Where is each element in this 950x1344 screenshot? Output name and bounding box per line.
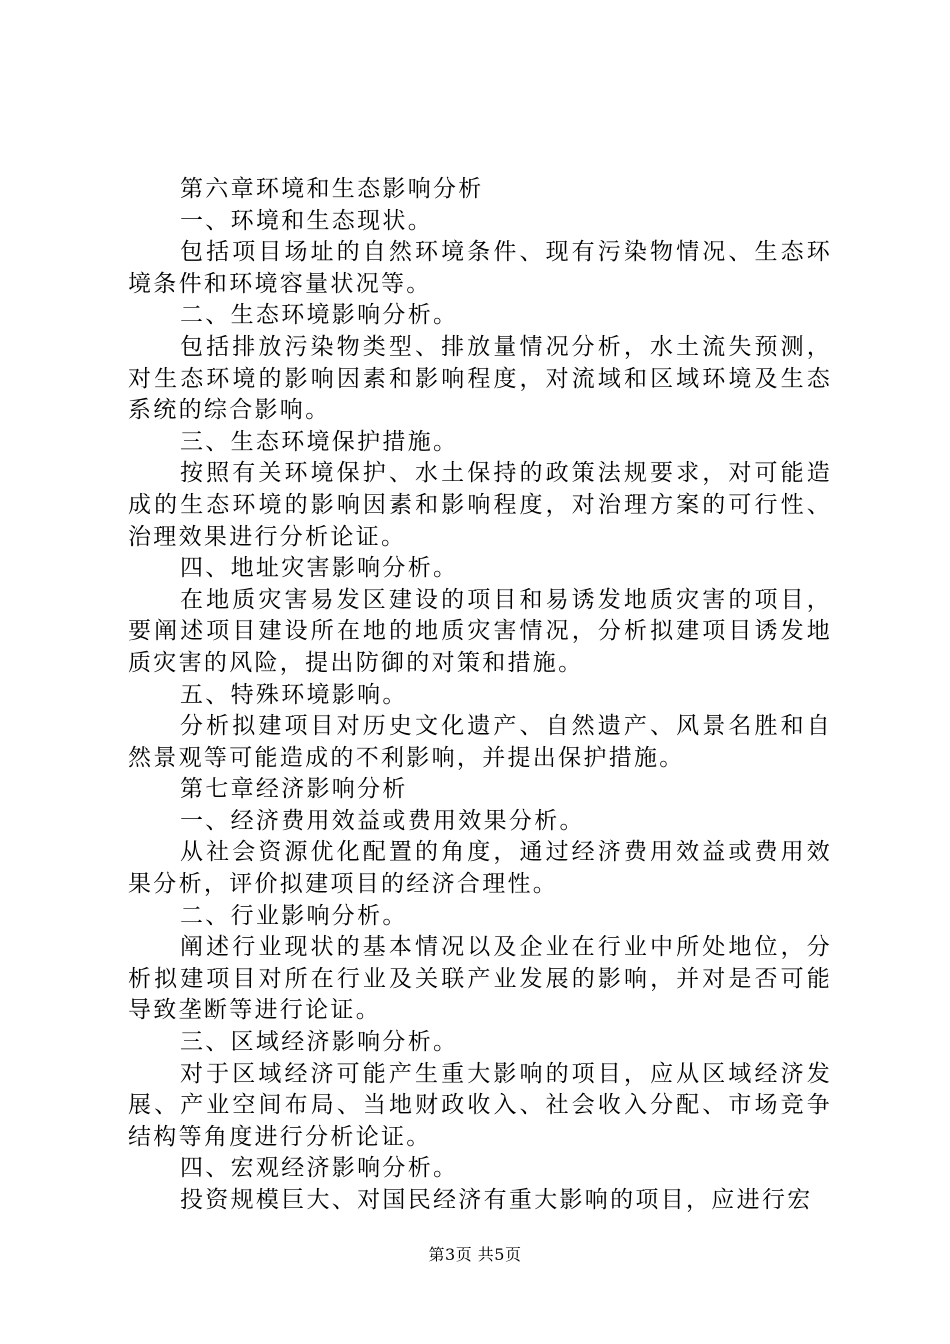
body-paragraph: 投资规模巨大、对国民经济有重大影响的项目，应进行宏 (180, 1187, 813, 1213)
section-heading: 三、生态环境保护措施。 (180, 428, 459, 455)
section-heading: 二、生态环境影响分析。 (180, 302, 459, 329)
body-paragraph: 分析拟建项目对历史文化遗产、自然遗产、风景名胜和自然景观等可能造成的不利影响，并提出保护措施。 (128, 713, 832, 771)
chapter-heading: 第六章环境和生态影响分析 (180, 176, 484, 202)
body-paragraph: 从社会资源优化配置的角度，通过经济费用效益或费用效果分析，评价拟建项目的经济合理性。 (128, 839, 832, 898)
section-heading: 二、行业影响分析。 (180, 902, 408, 929)
section-heading: 一、环境和生态现状。 (180, 207, 433, 234)
page-number: 第3页 共5页 (428, 1245, 522, 1264)
body-paragraph: 按照有关环境保护、水土保持的政策法规要求，对可能造成的生态环境的影响因素和影响程度，对治理方案的可行性、治理效果进行分析论证。 (128, 460, 832, 550)
section-heading: 四、宏观经济影响分析。 (180, 1155, 459, 1182)
section-heading: 一、经济费用效益或费用效果分析。 (180, 807, 585, 834)
section-heading: 五、特殊环境影响。 (180, 681, 408, 708)
body-paragraph: 对于区域经济可能产生重大影响的项目，应从区域经济发展、产业空间布局、当地财政收入、社会收入分配、市场竞争结构等角度进行分析论证。 (128, 1060, 832, 1150)
body-paragraph: 在地质灾害易发区建设的项目和易诱发地质灾害的项目，要阐述项目建设所在地的地质灾害情况，分析拟建项目诱发地质灾害的风险，提出防御的对策和措施。 (128, 586, 832, 676)
section-heading: 四、地址灾害影响分析。 (180, 555, 459, 582)
page-footer (0, 1245, 950, 1265)
chapter-heading: 第七章经济影响分析 (180, 776, 408, 803)
document-body (128, 174, 832, 1217)
body-paragraph: 包括排放污染物类型、排放量情况分析，水土流失预测，对生态环境的影响因素和影响程度，对流域和区域环境及生态系统的综合影响。 (128, 333, 832, 424)
body-paragraph: 阐述行业现状的基本情况以及企业在行业中所处地位，分析拟建项目对所在行业及关联产业发展的影响，并对是否可能导致垄断等进行论证。 (128, 934, 832, 1024)
body-paragraph: 包括项目场址的自然环境条件、现有污染物情况、生态环境条件和环境容量状况等。 (128, 239, 832, 297)
section-heading: 三、区域经济影响分析。 (180, 1029, 459, 1056)
